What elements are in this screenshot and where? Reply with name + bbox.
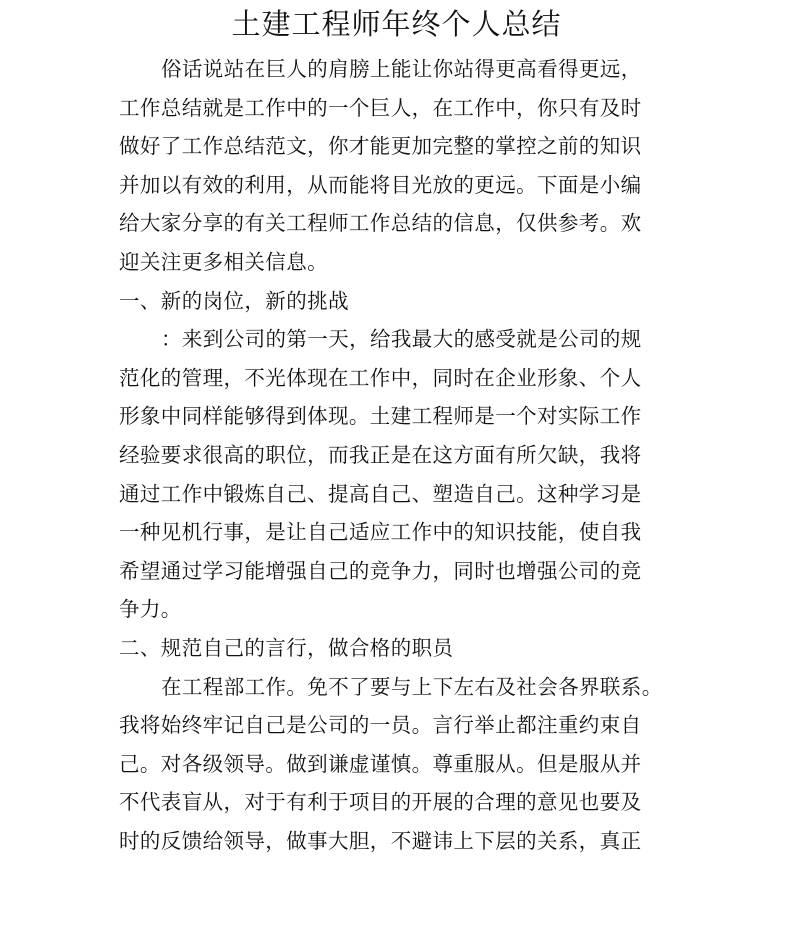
text-line: 范化的管理，不光体现在工作中，同时在企业形象、个人 <box>119 365 642 390</box>
text-line: 迎关注更多相关信息。 <box>119 249 328 274</box>
text-line: 己。对各级领导。做到谦虚谨慎。尊重服从。但是服从并 <box>119 751 642 776</box>
document-body <box>119 50 679 860</box>
text-line: ：来到公司的第一天，给我最大的感受就是公司的规 <box>161 327 642 352</box>
section-heading: 二、规范自己的言行，做合格的职员 <box>119 635 454 660</box>
text-line: 工作总结就是工作中的一个巨人，在工作中，你只有及时 <box>119 95 642 120</box>
section-heading: 一、新的岗位，新的挑战 <box>119 288 349 313</box>
document-title: 土建工程师年终个人总结 <box>231 7 562 41</box>
text-line: 形象中同样能够得到体现。土建工程师是一个对实际工作 <box>119 404 642 429</box>
text-line: 我将始终牢记自己是公司的一员。言行举止都注重约束自 <box>119 713 642 738</box>
text-line: 做好了工作总结范文，你才能更加完整的掌控之前的知识 <box>119 134 642 159</box>
text-line: 在工程部工作。免不了要与上下左右及社会各界联系。 <box>161 674 663 699</box>
text-line: 希望通过学习能增强自己的竞争力，同时也增强公司的竞 <box>119 558 642 583</box>
text-line: 不代表盲从，对于有利于项目的开展的合理的意见也要及 <box>119 790 642 815</box>
text-line: 并加以有效的利用，从而能将目光放的更远。下面是小编 <box>119 172 642 197</box>
text-line: 一种见机行事，是让自己适应工作中的知识技能，使自我 <box>119 520 642 545</box>
text-line: 俗话说站在巨人的肩膀上能让你站得更高看得更远， <box>161 57 642 81</box>
text-line: 争力。 <box>119 597 182 622</box>
text-line: 经验要求很高的职位，而我正是在这方面有所欠缺，我将 <box>119 442 642 467</box>
text-line: 给大家分享的有关工程师工作总结的信息，仅供参考。欢 <box>119 211 642 236</box>
text-line: 通过工作中锻炼自己、提高自己、塑造自己。这种学习是 <box>119 481 642 506</box>
text-line: 时的反馈给领导，做事大胆，不避讳上下层的关系，真正 <box>119 828 642 853</box>
